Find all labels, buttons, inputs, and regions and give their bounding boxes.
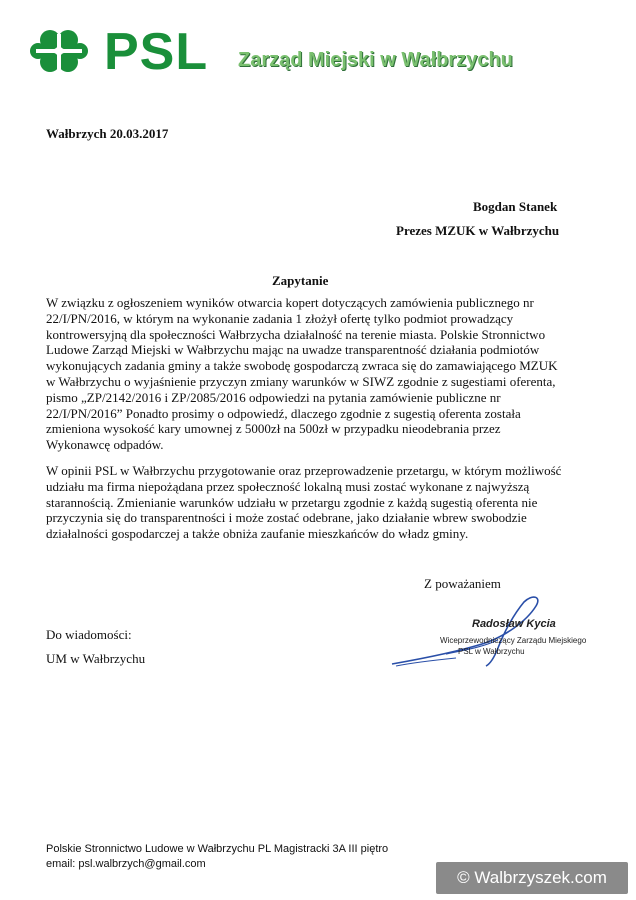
footer-email: email: psl.walbrzych@gmail.com: [46, 858, 206, 870]
psl-logo-text: PSL: [104, 23, 209, 81]
watermark: © Walbrzyszek.com: [436, 862, 628, 894]
clover-logo-icon: [28, 28, 90, 76]
stamp-position: Wiceprzewodniczący Zarządu Miejskiego: [440, 636, 587, 645]
body-paragraph-2: W opinii PSL w Wałbrzychu przygotowanie oraz przeprowadzenie przetargu, w którym możliwość udziału ma firma niepożądana przez społeczność lokalną musi zostać wykonane z najwyższą starannością. Zmienianie warunków udziału w przetargu zgodnie z każdą sugestią oferenta nie przyczynia się do transparentności i może zostać odebrane, jako działanie wbrew swobodzie działalności gospodarczej a także obniża zaufanie mieszkańców do władz gminy.: [46, 463, 562, 542]
cc-label: Do wiadomości:: [46, 627, 132, 642]
letter-subject: Zapytanie: [272, 273, 329, 288]
closing-line: Z poważaniem: [424, 576, 501, 591]
organization-name: Zarząd Miejski w Wałbrzychu: [238, 49, 513, 71]
handwritten-signature: [386, 592, 556, 672]
recipient-name: Bogdan Stanek: [473, 199, 558, 214]
cc-recipient: UM w Wałbrzychu: [46, 651, 146, 666]
place-date: Wałbrzych 20.03.2017: [46, 126, 169, 141]
stamp-organization: PSL w Wałbrzychu: [458, 647, 525, 656]
footer-address: Polskie Stronnictwo Ludowe w Wałbrzychu PL Magistracki 3A III piętro: [46, 843, 389, 855]
body-paragraph-1: W związku z ogłoszeniem wyników otwarcia kopert dotyczących zamówienia publicznego nr 22/I/PN/2016, w którym na wykonanie zadania 1 złożył ofertę tylko podmiot prowadzący kontrowersyjną dla społeczności Wałbrzycha działalność na terenie miasta. Polskie Stronnictwo Ludowe Zarząd Miejski w Wałbrzychu mając na uwadze transparentność działania podmiotów wykonujących zadania gminy a także swobodę gospodarczą zwraca się do zamawiającego MZUK w Wałbrzychu o wyjaśnienie przyczyn zmiany warunków w SIWZ zgodnie z sugestiami oferenta, pismo „ZP/2142/2016 i ZP/2085/2016 odpowiedzi na pytania zamówienie publiczne nr 22/I/PN/2016” Ponadto prosimy o odpowiedź, dlaczego zgodnie z sugestią oferenta została zmieniona wysokość kary umownej z 5000zł na 500zł w przypadku nieodebrania przez Wykonawcę odpadów.: [46, 295, 558, 453]
stamp-name: Radosław Kycia: [472, 618, 556, 630]
recipient-title: Prezes MZUK w Wałbrzychu: [396, 223, 560, 238]
